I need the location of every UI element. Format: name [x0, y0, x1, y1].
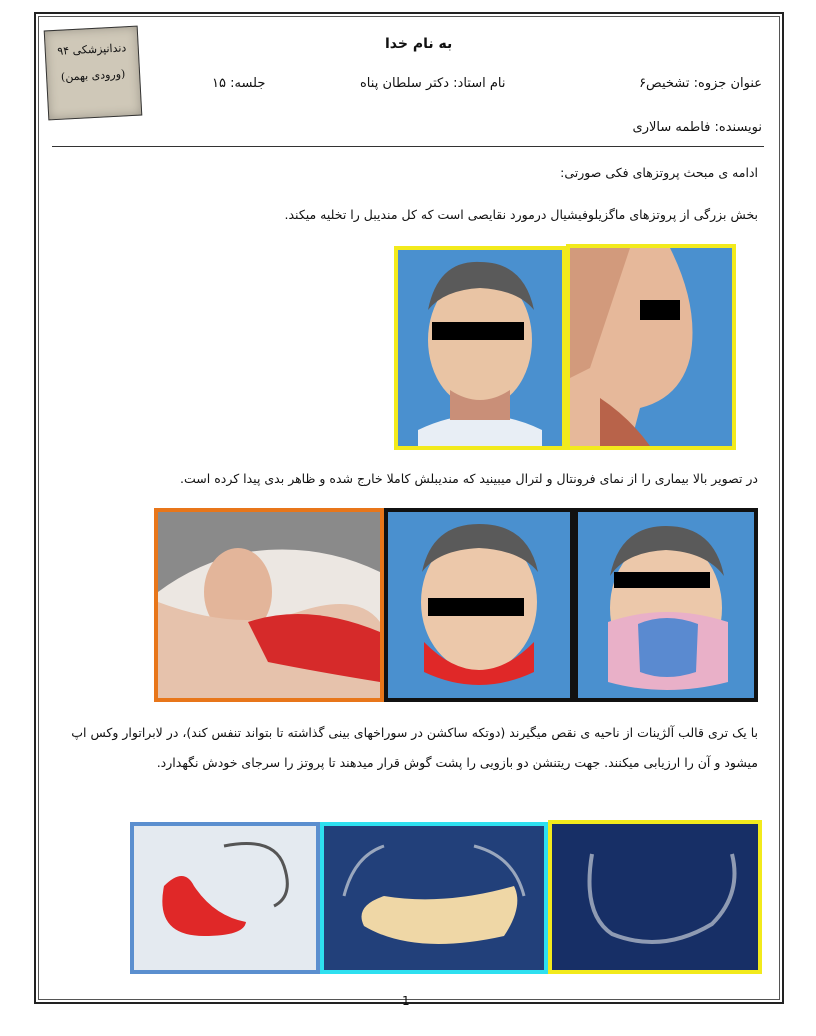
patient-frontal-photo [394, 246, 566, 450]
eye-redaction-bar [614, 572, 710, 588]
eye-redaction-bar [432, 322, 524, 340]
red-wax-prosthesis-illustration [134, 826, 316, 970]
paragraph-2: در تصویر بالا بیماری را از نمای فرونتال و لترال میبینید که مندیبلش کاملا خارج شده و ظاهر بدی پیدا کرده است. [180, 471, 758, 486]
nasal-suction-illustration [578, 512, 754, 698]
retention-wire-illustration [552, 824, 758, 970]
course-stamp [44, 26, 143, 121]
eye-redaction-bar [428, 598, 524, 616]
ear-retention-photo [154, 508, 384, 702]
handout-subject: عنوان جزوه: تشخیص۶ [639, 76, 762, 91]
ear-retention-illustration [158, 512, 380, 698]
alginate-impression-photo [384, 508, 574, 702]
retention-wire-photo [548, 820, 762, 974]
red-wax-prosthesis-photo [130, 822, 320, 974]
instructor-name: نام استاد: دکتر سلطان پناه [360, 76, 506, 91]
final-prosthesis-illustration [324, 826, 544, 970]
stamp-line-1: دندانپزشکی ۹۴ [56, 41, 127, 58]
page-title: به نام خدا [385, 36, 453, 52]
eye-redaction-bar [640, 300, 680, 320]
paragraph-3: با یک تری قالب آلژینات از ناحیه ی نقص میگیرند (دوتکه ساکشن در سوراخهای بینی گذاشته تا بتواند تنفس کند)، در لابراتوار وکس اپ میشود و آن را ارزیابی میکنند. جهت ریتنشن دو بازویی را پشت گوش قرار میدهند تا پروتز را سرجای خودش نگهدارد. [71, 725, 758, 770]
patient-frontal-illustration [398, 250, 562, 446]
final-prosthesis-photo [320, 822, 548, 974]
header-divider [52, 146, 764, 147]
author-name: نویسنده: فاطمه سالاری [632, 120, 762, 135]
patient-lateral-photo [566, 244, 736, 450]
nasal-suction-photo [574, 508, 758, 702]
page-number: 1 [402, 994, 410, 1008]
section-heading: ادامه ی مبحث پروتزهای فکی صورتی: [560, 165, 758, 180]
patient-lateral-illustration [570, 248, 732, 446]
paragraph-1: بخش بزرگی از پروتزهای ماگزیلوفیشیال درمورد نقایصی است که کل مندیبل را تخلیه میکند. [284, 207, 758, 222]
session-number: جلسه: ۱۵ [212, 76, 266, 91]
stamp-line-2: (ورودی بهمن) [60, 67, 126, 84]
